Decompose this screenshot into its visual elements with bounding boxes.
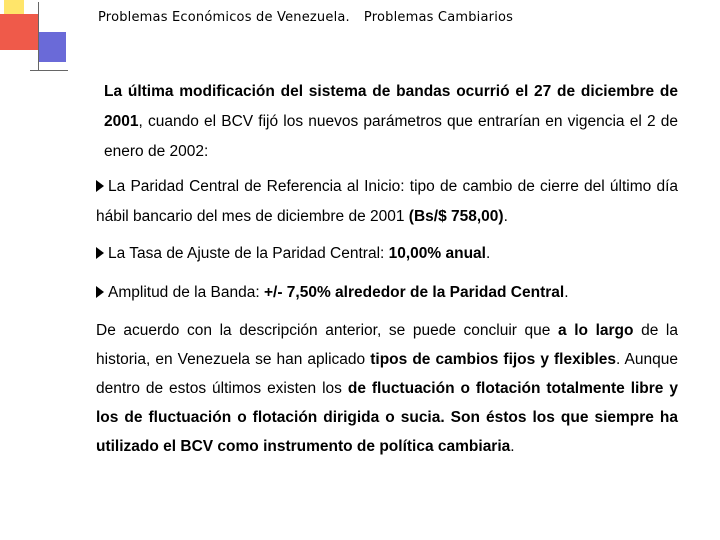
conclusion-bold-3: de fluctuación o flotación totalmente libre y los de fluctuación o flotación dirigida o sucia. Son éstos los que siempre ha utilizado el BCV como instrumento de política cambiaria xyxy=(96,380,678,455)
conclusion-text-1: De acuerdo con la descripción anterior, se puede concluir que xyxy=(96,322,558,339)
conclusion-bold-2: tipos de cambios fijos y flexibles xyxy=(370,351,617,368)
bullet-text: La Tasa de Ajuste de la Paridad Central: xyxy=(108,245,389,262)
conclusion-bold-1: a lo largo xyxy=(558,322,634,339)
decor-horizontal-line xyxy=(30,70,68,71)
bullet-end: . xyxy=(485,245,491,262)
header-subtitle: Problemas Cambiarios xyxy=(363,10,514,25)
bullet-bold: 10,00% anual xyxy=(388,245,486,262)
bullet-end: . xyxy=(564,284,569,301)
bullet-tasa-ajuste xyxy=(96,239,678,269)
bullet-arrow-icon xyxy=(96,180,104,192)
intro-bold-text: La última modificación del sistema de bandas ocurrió el 27 de diciembre de 2001 xyxy=(104,83,678,130)
decor-blue-square xyxy=(38,32,66,62)
bullet-end: . xyxy=(503,208,508,225)
decor-vertical-line xyxy=(38,2,39,70)
bullet-text: La Paridad Central de Referencia al Inicio: tipo de cambio de cierre del último día hábil bancario del mes de diciembre de 2001 xyxy=(96,178,678,225)
bullet-text: Amplitud de la Banda: xyxy=(108,284,264,301)
slide-header xyxy=(98,10,513,25)
conclusion-text-4: . xyxy=(510,438,515,455)
bullet-bold: (Bs/$ 758,00) xyxy=(408,208,504,225)
bullet-amplitud-banda xyxy=(96,278,678,308)
decor-yellow-square xyxy=(4,0,24,14)
paragraph-conclusion xyxy=(96,316,678,461)
bullet-paridad-central xyxy=(96,172,678,232)
decor-red-square xyxy=(0,14,38,50)
conclusion-text-2: de la historia, en Venezuela se han aplicado xyxy=(96,322,678,368)
bullet-arrow-icon xyxy=(96,247,104,259)
header-title: Problemas Económicos de Venezuela. xyxy=(98,10,350,25)
bullet-bold: +/- 7,50% alrededor de la Paridad Central xyxy=(263,284,565,301)
intro-text: , cuando el BCV fijó los nuevos parámetros que entrarían en vigencia el 2 de enero de 2002: xyxy=(104,113,678,160)
bullet-arrow-icon xyxy=(96,286,104,298)
paragraph-intro xyxy=(96,77,678,167)
conclusion-text-3: . Aunque dentro de estos últimos existen los xyxy=(96,351,678,397)
